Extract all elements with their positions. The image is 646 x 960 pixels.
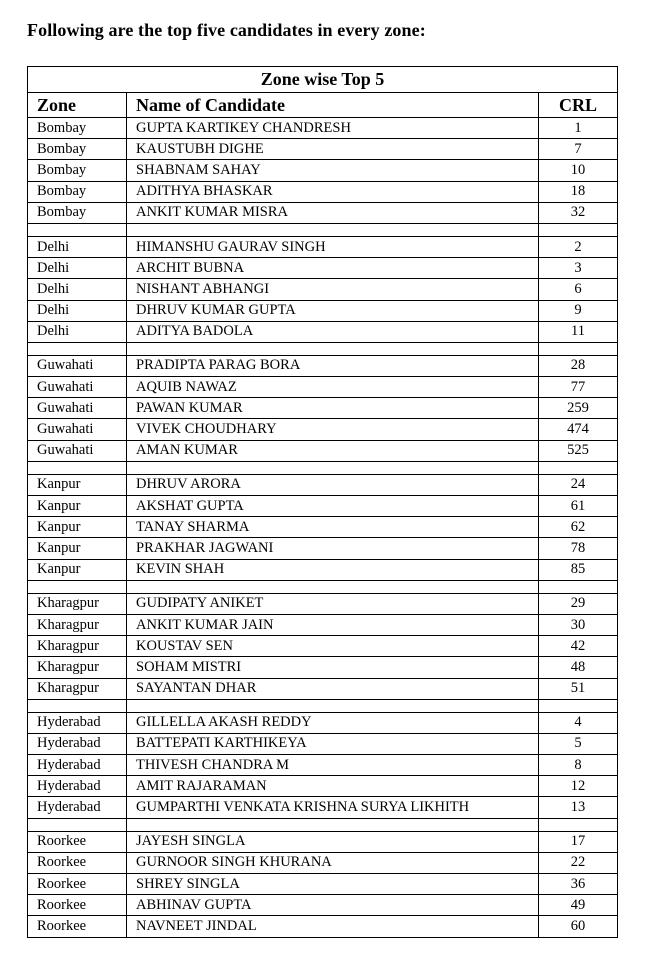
column-header-zone: Zone xyxy=(28,93,127,118)
empty-cell xyxy=(539,342,618,355)
table-row xyxy=(28,895,618,916)
table-row xyxy=(28,118,618,139)
table-row xyxy=(28,831,618,852)
page-heading: Following are the top five candidates in every zone: xyxy=(27,20,426,40)
crl-cell: 12 xyxy=(539,776,618,797)
crl-cell: 1 xyxy=(539,118,618,139)
crl-cell: 4 xyxy=(539,712,618,733)
zone-cell: Hyderabad xyxy=(28,797,127,818)
zone-separator-row xyxy=(28,461,618,474)
crl-cell: 7 xyxy=(539,139,618,160)
candidate-name-cell: DHRUV ARORA xyxy=(127,474,539,495)
candidate-name-cell: KEVIN SHAH xyxy=(127,559,539,580)
candidate-name-cell: ARCHIT BUBNA xyxy=(127,258,539,279)
column-header-name: Name of Candidate xyxy=(127,93,539,118)
zone-cell: Roorkee xyxy=(28,852,127,873)
column-header-crl: CRL xyxy=(539,93,618,118)
crl-cell: 5 xyxy=(539,733,618,754)
zone-separator-row xyxy=(28,699,618,712)
candidate-name-cell: PAWAN KUMAR xyxy=(127,398,539,419)
crl-cell: 32 xyxy=(539,202,618,223)
zone-cell: Bombay xyxy=(28,160,127,181)
table-row xyxy=(28,496,618,517)
empty-cell xyxy=(127,818,539,831)
candidate-name-cell: NAVNEET JINDAL xyxy=(127,916,539,937)
candidate-name-cell: GILLELLA AKASH REDDY xyxy=(127,712,539,733)
table-row xyxy=(28,593,618,614)
empty-cell xyxy=(539,818,618,831)
candidate-name-cell: AKSHAT GUPTA xyxy=(127,496,539,517)
table-row xyxy=(28,797,618,818)
crl-cell: 11 xyxy=(539,321,618,342)
table-row xyxy=(28,236,618,257)
candidate-name-cell: NISHANT ABHANGI xyxy=(127,279,539,300)
table-row xyxy=(28,712,618,733)
table-row xyxy=(28,160,618,181)
empty-cell xyxy=(28,461,127,474)
zone-cell: Guwahati xyxy=(28,440,127,461)
empty-cell xyxy=(127,699,539,712)
zone-cell: Kanpur xyxy=(28,559,127,580)
zone-cell: Bombay xyxy=(28,139,127,160)
crl-cell: 8 xyxy=(539,755,618,776)
crl-cell: 259 xyxy=(539,398,618,419)
zone-cell: Hyderabad xyxy=(28,712,127,733)
crl-cell: 24 xyxy=(539,474,618,495)
zone-cell: Guwahati xyxy=(28,419,127,440)
zone-cell: Delhi xyxy=(28,300,127,321)
zone-cell: Guwahati xyxy=(28,398,127,419)
candidate-name-cell: VIVEK CHOUDHARY xyxy=(127,419,539,440)
crl-cell: 474 xyxy=(539,419,618,440)
crl-cell: 60 xyxy=(539,916,618,937)
crl-cell: 49 xyxy=(539,895,618,916)
candidate-name-cell: ANKIT KUMAR MISRA xyxy=(127,202,539,223)
candidate-name-cell: JAYESH SINGLA xyxy=(127,831,539,852)
candidate-name-cell: PRADIPTA PARAG BORA xyxy=(127,355,539,376)
zone-cell: Delhi xyxy=(28,258,127,279)
crl-cell: 6 xyxy=(539,279,618,300)
crl-cell: 29 xyxy=(539,593,618,614)
candidate-name-cell: GURNOOR SINGH KHURANA xyxy=(127,852,539,873)
zone-cell: Delhi xyxy=(28,321,127,342)
empty-cell xyxy=(127,461,539,474)
zone-cell: Kharagpur xyxy=(28,614,127,635)
zone-cell: Hyderabad xyxy=(28,733,127,754)
zone-cell: Bombay xyxy=(28,118,127,139)
empty-cell xyxy=(28,342,127,355)
candidate-name-cell: GUPTA KARTIKEY CHANDRESH xyxy=(127,118,539,139)
zone-cell: Roorkee xyxy=(28,916,127,937)
candidate-name-cell: DHRUV KUMAR GUPTA xyxy=(127,300,539,321)
empty-cell xyxy=(28,818,127,831)
candidate-name-cell: SOHAM MISTRI xyxy=(127,657,539,678)
crl-cell: 51 xyxy=(539,678,618,699)
table-row xyxy=(28,916,618,937)
zone-cell: Roorkee xyxy=(28,831,127,852)
table-body xyxy=(28,118,618,938)
zone-cell: Delhi xyxy=(28,236,127,257)
zone-separator-row xyxy=(28,342,618,355)
candidate-name-cell: KOUSTAV SEN xyxy=(127,636,539,657)
crl-cell: 22 xyxy=(539,852,618,873)
table-row xyxy=(28,300,618,321)
zone-cell: Kanpur xyxy=(28,474,127,495)
empty-cell xyxy=(127,342,539,355)
candidate-name-cell: SHREY SINGLA xyxy=(127,874,539,895)
zone-cell: Bombay xyxy=(28,202,127,223)
crl-cell: 42 xyxy=(539,636,618,657)
crl-cell: 36 xyxy=(539,874,618,895)
zone-cell: Delhi xyxy=(28,279,127,300)
table-row xyxy=(28,733,618,754)
candidate-name-cell: ADITHYA BHASKAR xyxy=(127,181,539,202)
zone-cell: Kharagpur xyxy=(28,678,127,699)
empty-cell xyxy=(539,461,618,474)
empty-cell xyxy=(28,699,127,712)
empty-cell xyxy=(539,223,618,236)
crl-cell: 18 xyxy=(539,181,618,202)
table-title-row xyxy=(28,67,618,93)
table-row xyxy=(28,258,618,279)
table-row xyxy=(28,538,618,559)
table-title: Zone wise Top 5 xyxy=(28,67,618,93)
zone-cell: Kharagpur xyxy=(28,636,127,657)
candidate-name-cell: AMAN KUMAR xyxy=(127,440,539,461)
candidate-name-cell: SAYANTAN DHAR xyxy=(127,678,539,699)
table-row xyxy=(28,614,618,635)
crl-cell: 62 xyxy=(539,517,618,538)
zone-cell: Guwahati xyxy=(28,377,127,398)
crl-cell: 9 xyxy=(539,300,618,321)
candidate-name-cell: GUDIPATY ANIKET xyxy=(127,593,539,614)
empty-cell xyxy=(127,580,539,593)
table-row xyxy=(28,355,618,376)
candidate-name-cell: ADITYA BADOLA xyxy=(127,321,539,342)
candidate-name-cell: THIVESH CHANDRA M xyxy=(127,755,539,776)
empty-cell xyxy=(28,580,127,593)
table-row xyxy=(28,139,618,160)
crl-cell: 3 xyxy=(539,258,618,279)
table-row xyxy=(28,181,618,202)
crl-cell: 13 xyxy=(539,797,618,818)
zone-separator-row xyxy=(28,818,618,831)
table-row xyxy=(28,440,618,461)
zone-cell: Kanpur xyxy=(28,538,127,559)
table-row xyxy=(28,474,618,495)
crl-cell: 61 xyxy=(539,496,618,517)
crl-cell: 85 xyxy=(539,559,618,580)
crl-cell: 10 xyxy=(539,160,618,181)
crl-cell: 28 xyxy=(539,355,618,376)
zone-table xyxy=(27,66,618,938)
candidate-name-cell: AQUIB NAWAZ xyxy=(127,377,539,398)
empty-cell xyxy=(539,580,618,593)
zone-cell: Hyderabad xyxy=(28,776,127,797)
table-row xyxy=(28,419,618,440)
table-row xyxy=(28,398,618,419)
candidate-name-cell: SHABNAM SAHAY xyxy=(127,160,539,181)
crl-cell: 30 xyxy=(539,614,618,635)
zone-cell: Roorkee xyxy=(28,895,127,916)
table-row xyxy=(28,874,618,895)
table-row xyxy=(28,636,618,657)
table-row xyxy=(28,852,618,873)
crl-cell: 77 xyxy=(539,377,618,398)
candidate-name-cell: GUMPARTHI VENKATA KRISHNA SURYA LIKHITH xyxy=(127,797,539,818)
crl-cell: 17 xyxy=(539,831,618,852)
crl-cell: 2 xyxy=(539,236,618,257)
table-row xyxy=(28,279,618,300)
candidate-name-cell: AMIT RAJARAMAN xyxy=(127,776,539,797)
table-header-row xyxy=(28,93,618,118)
zone-cell: Bombay xyxy=(28,181,127,202)
zone-cell: Kharagpur xyxy=(28,657,127,678)
candidate-name-cell: BATTEPATI KARTHIKEYA xyxy=(127,733,539,754)
zone-cell: Kharagpur xyxy=(28,593,127,614)
table-row xyxy=(28,202,618,223)
table-row xyxy=(28,321,618,342)
zone-cell: Guwahati xyxy=(28,355,127,376)
empty-cell xyxy=(28,223,127,236)
candidate-name-cell: TANAY SHARMA xyxy=(127,517,539,538)
crl-cell: 525 xyxy=(539,440,618,461)
candidate-name-cell: ABHINAV GUPTA xyxy=(127,895,539,916)
zone-cell: Kanpur xyxy=(28,517,127,538)
zone-cell: Hyderabad xyxy=(28,755,127,776)
candidate-name-cell: PRAKHAR JAGWANI xyxy=(127,538,539,559)
empty-cell xyxy=(539,699,618,712)
table-row xyxy=(28,755,618,776)
table-row xyxy=(28,678,618,699)
empty-cell xyxy=(127,223,539,236)
table-row xyxy=(28,559,618,580)
table-row xyxy=(28,377,618,398)
candidate-name-cell: ANKIT KUMAR JAIN xyxy=(127,614,539,635)
table-row xyxy=(28,657,618,678)
zone-separator-row xyxy=(28,223,618,236)
zone-cell: Kanpur xyxy=(28,496,127,517)
table-row xyxy=(28,517,618,538)
crl-cell: 78 xyxy=(539,538,618,559)
table-row xyxy=(28,776,618,797)
candidate-name-cell: HIMANSHU GAURAV SINGH xyxy=(127,236,539,257)
zone-cell: Roorkee xyxy=(28,874,127,895)
zone-separator-row xyxy=(28,580,618,593)
candidate-name-cell: KAUSTUBH DIGHE xyxy=(127,139,539,160)
crl-cell: 48 xyxy=(539,657,618,678)
